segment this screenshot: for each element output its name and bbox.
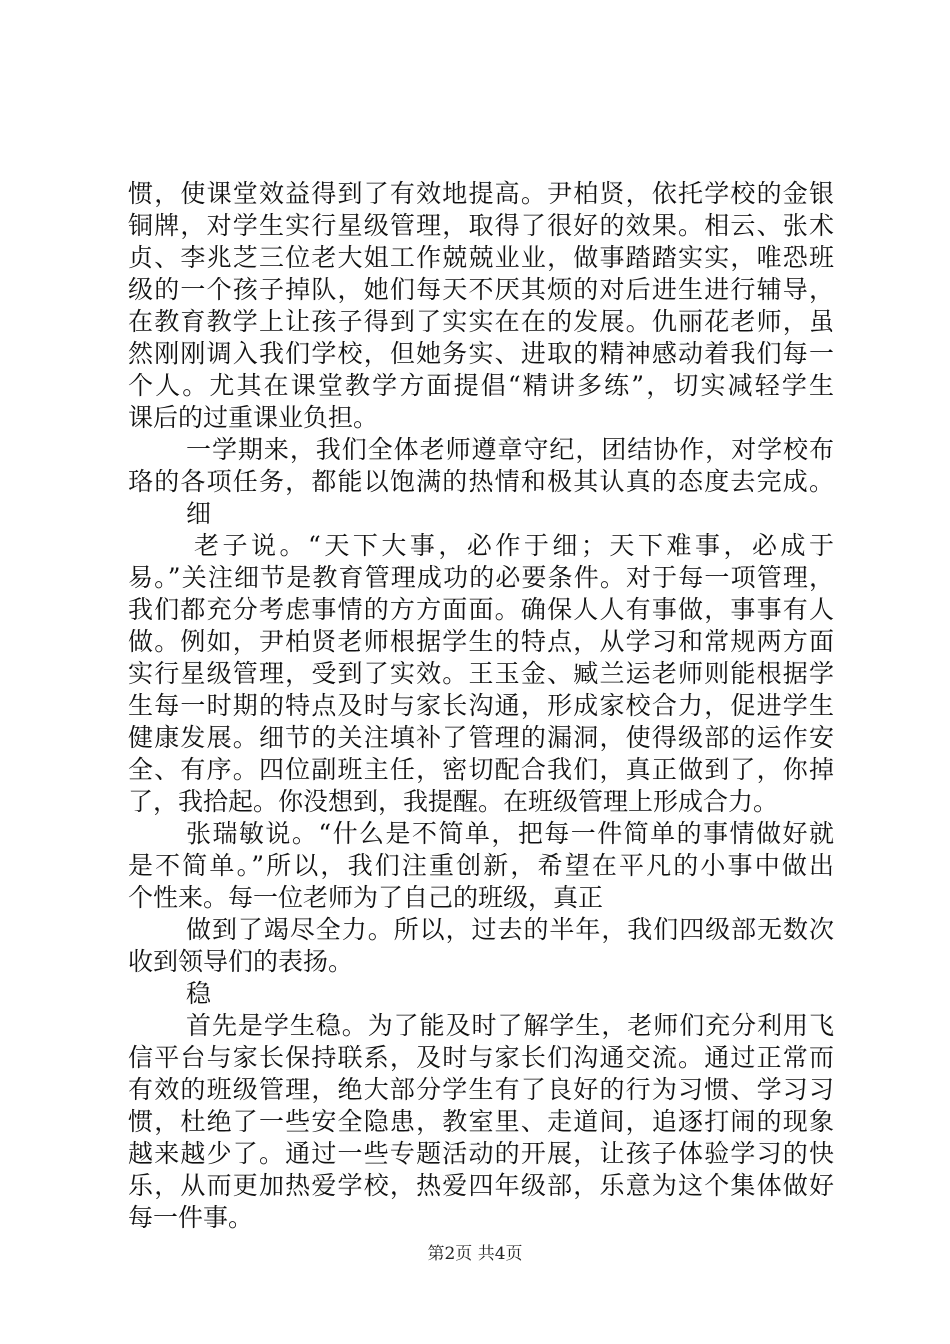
body-text: [128, 178, 834, 1234]
text-line: 珞的各项任务，都能以饱满的热情和极其认真的态度去完成。: [128, 467, 834, 496]
text-line: 生每一时期的特点及时与家长沟通，形成家校合力，促进学生: [128, 691, 834, 720]
text-line: 全、有序。四位副班主任，密切配合我们，真正做到了，你掉: [128, 755, 834, 784]
text-line: 信平台与家长保持联系，及时与家长们沟通交流。通过正常而: [128, 1043, 834, 1072]
text-line: 实行星级管理，受到了实效。王玉金、臧兰运老师则能根据学: [128, 659, 834, 688]
text-line: 一学期来，我们全体老师遵章守纪，团结协作，对学校布: [186, 435, 834, 464]
text-line: 做。例如，尹柏贤老师根据学生的特点，从学习和常规两方面: [128, 627, 834, 656]
text-line: 首先是学生稳。为了能及时了解学生，老师们充分利用飞: [186, 1011, 834, 1040]
text-line: 做到了竭尽全力。所以，过去的半年，我们四级部无数次: [186, 915, 834, 944]
text-line: 在教育教学上让孩子得到了实实在在的发展。仇丽花老师，虽: [128, 307, 834, 336]
text-line: 我们都充分考虑事情的方方面面。确保人人有事做，事事有人: [128, 595, 834, 624]
text-line: 是不简单。”所以，我们注重创新，希望在平凡的小事中做出: [128, 851, 834, 880]
text-line: 级的一个孩子掉队，她们每天不厌其烦的对后进生进行辅导，: [128, 275, 834, 304]
text-line: 老子说。“天下大事，必作于细；天下难事，必成于: [194, 531, 834, 560]
page-number-footer: 第2页 共4页: [427, 1244, 523, 1264]
text-line: 然刚刚调入我们学校，但她务实、进取的精神感动着我们每一: [128, 339, 834, 368]
text-line: 健康发展。细节的关注填补了管理的漏洞，使得级部的运作安: [128, 723, 834, 752]
text-line: 了，我拾起。你没想到，我提醒。在班级管理上形成合力。: [128, 787, 779, 816]
text-line: 有效的班级管理，绝大部分学生有了良好的行为习惯、学习习: [128, 1075, 834, 1104]
text-line: 个性来。每一位老师为了自己的班级，真正: [128, 883, 604, 912]
text-line: 张瑞敏说。“什么是不简单，把每一件简单的事情做好就: [186, 819, 834, 848]
text-line: 易。”关注细节是教育管理成功的必要条件。对于每一项管理，: [128, 563, 834, 592]
text-line: 乐，从而更加热爱学校，热爱四年级部，乐意为这个集体做好: [128, 1171, 834, 1200]
text-line: 收到领导们的表扬。: [128, 947, 354, 976]
text-line: 贞、李兆芝三位老大姐工作兢兢业业，做事踏踏实实，唯恐班: [128, 243, 834, 272]
text-line: 铜牌，对学生实行星级管理，取得了很好的效果。相云、张术: [128, 211, 834, 240]
text-line: 惯，使课堂效益得到了有效地提高。尹柏贤，依托学校的金银: [128, 179, 834, 208]
text-line: 每一件事。: [128, 1203, 254, 1232]
section-heading-xi: 细: [186, 499, 212, 528]
text-line: 课后的过重课业负担。: [128, 403, 379, 432]
text-line: 惯，杜绝了一些安全隐患，教室里、走道间，追逐打闹的现象: [128, 1107, 834, 1136]
text-line: 越来越少了。通过一些专题活动的开展，让孩子体验学习的快: [128, 1139, 834, 1168]
text-line: 个人。尤其在课堂教学方面提倡“精讲多练”，切实减轻学生: [128, 371, 834, 400]
section-heading-wen: 稳: [186, 979, 212, 1008]
